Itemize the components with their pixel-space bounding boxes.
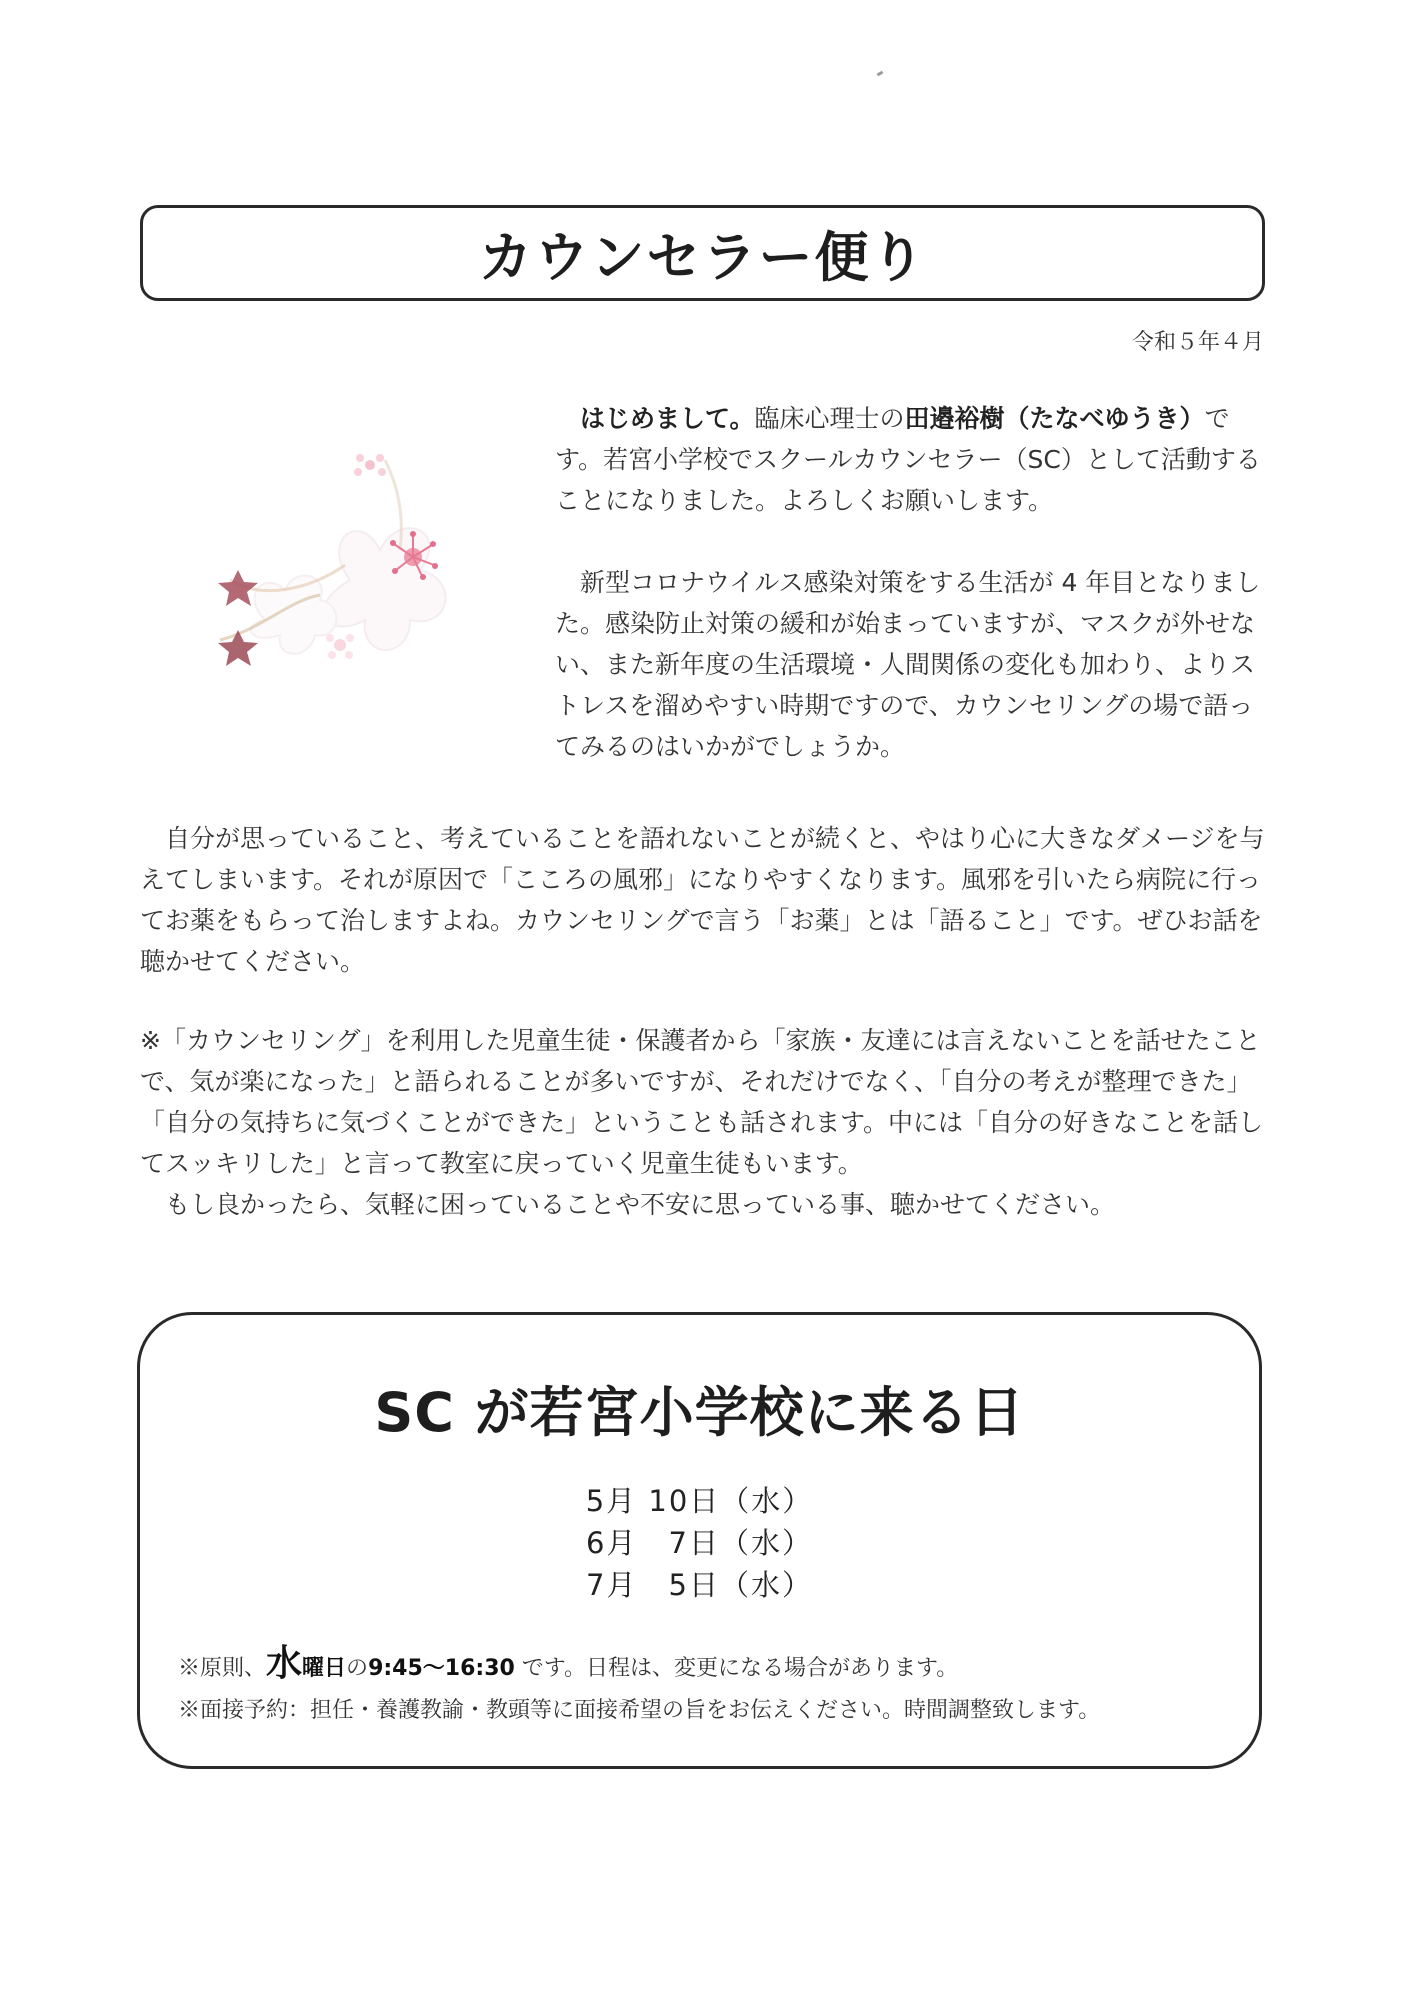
- intro-text-b: です。若宮小学校でスクールカウンセラー（SC）として活動することになりました。よろしくお願いします。: [555, 404, 1261, 515]
- schedule-note-reservation: ※面接予約：担任・養護教諭・教頭等に面接希望の旨をお伝えください。時間調整致します。: [178, 1698, 1101, 1723]
- body-text-2: ※「カウンセリング」を利用した児童生徒・保護者から「家族・友達には言えないことを話せたことで、気が楽になった」と語られることが多いですが、それだけでなく、「自分の考えが整理できた」「自分の気持ちに気づくことができた」ということも話されます。中には「自分の好きなことを話してスッキリした」と言って教室に戻っていく児童生徒もいます。: [140, 1026, 1264, 1178]
- note-day-rest: 曜日: [302, 1656, 347, 1681]
- issue-date: 令和５年４月: [1131, 330, 1264, 355]
- note-day-big: 水: [266, 1643, 303, 1684]
- visit-date: 5月 10日（水）: [585, 1484, 814, 1518]
- body-paragraph-1: [140, 818, 1267, 982]
- intro-paragraph-1: [555, 398, 1267, 521]
- body-paragraph-2: [140, 1020, 1267, 1225]
- note-prefix: ※原則、: [178, 1656, 267, 1681]
- counselor-name: 田邉裕樹（たなべゆうき）: [904, 404, 1205, 433]
- intro-paragraph-2: 新型コロナウイルス感染対策をする生活が 4 年目となりました。感染防止対策の緩和が始まっていますが、マスクが外せない、また新年度の生活環境・人間関係の変化も加わり、よりストレスを溜めやすい時期ですので、カウンセリングの場で語ってみるのはいかがでしょうか。: [555, 568, 1261, 761]
- schedule-title: SC が若宮小学校に来る日: [374, 1381, 1025, 1444]
- note-time: 9:45～16:30: [368, 1656, 515, 1681]
- body-text-3: もし良かったら、気軽に困っていることや不安に思っている事、聴かせてください。: [165, 1190, 1116, 1219]
- faint-pink-blossom: [326, 634, 354, 659]
- greeting: はじめまして。: [580, 404, 755, 433]
- page-title: カウンセラー便り: [478, 225, 927, 289]
- schedule-box: [137, 1312, 1262, 1769]
- note-suffix: です。日程は、変更になる場合があります。: [514, 1656, 959, 1681]
- small-pink-blossom: [354, 454, 386, 476]
- note-particle: の: [346, 1656, 369, 1681]
- red-star-flower-2: [218, 630, 258, 666]
- body-text-1: 自分が思っていること、考えていることを語れないことが続くと、やはり心に大きなダメージを与えてしまいます。それが原因で「こころの風邪」になりやすくなります。風邪を引いたら病院に行ってお薬をもらって治しますよね。カウンセリングで言う「お薬」とは「語ること」です。ぜひお話を聴かせてください。: [140, 824, 1265, 976]
- visit-date: 7月 5日（水）: [586, 1568, 813, 1602]
- intro-section: [555, 398, 1267, 767]
- scan-speck: [877, 71, 884, 77]
- intro-text-a: 臨床心理士の: [754, 404, 905, 433]
- schedule-note-time: [178, 1635, 958, 1686]
- schedule-dates: [140, 1480, 1259, 1606]
- title-banner: [140, 205, 1265, 301]
- flower-illustration: [170, 430, 510, 720]
- visit-date: 6月 7日（水）: [586, 1526, 813, 1560]
